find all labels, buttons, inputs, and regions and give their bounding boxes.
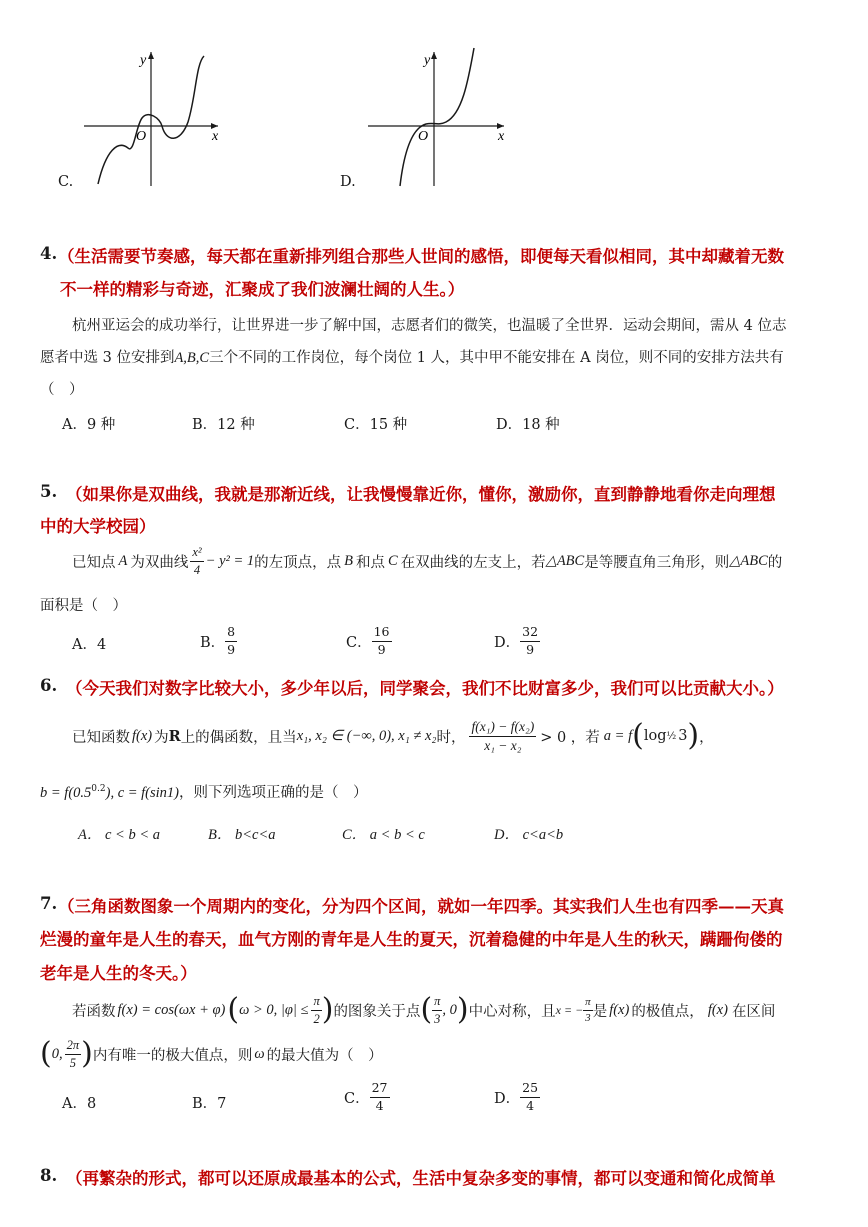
q5-option-c[interactable]: C． $\frac{16}{9}$ [346, 624, 390, 657]
q5-option-a[interactable]: A．4 [72, 637, 107, 653]
q5-body-line1: 已知点 A 为双曲线 $\frac{\text{x²}}{4}$ − y² = 1 的左顶点，点 B 和点 C 在双曲线的左支上，若 △ABC 是等腰直角三角形，则 △ABC 的 [72, 545, 783, 577]
q5-number: 5. [40, 482, 58, 501]
q8-quote: （再繁杂的形式，都可以还原成最基本的公式，生活中复杂多变的事情，都可以变通和简化成简单 [66, 1169, 776, 1188]
q7-quote-line2: 烂漫的童年是人生的春天，血气方刚的青年是人生的夏天，沉着稳健的中年是人生的秋天，蹒跚佝偻的 [40, 930, 783, 949]
q7-quote-line3: 老年是人生的冬天。） [40, 964, 197, 983]
q4-option-d[interactable]: D．18 种 [496, 417, 560, 433]
q4-quote-line1: （生活需要节奏感，每天都在重新排列组合那些人世间的感悟，即便每天看似相同，其中却藏着无数 [58, 247, 784, 266]
graph-c-label: C. [58, 174, 74, 190]
q6-quote: （今天我们对数字比较大小，多少年以后，同学聚会，我们不比财富多少，我们可以比贡献大小。） [66, 679, 784, 698]
q6-option-a[interactable]: A． c < b < a [78, 827, 160, 843]
q6-body-line2: $b = f(0.5^{0.2})$, c = f(sin1)，则下列选项正确的是（ ） [40, 784, 368, 801]
graph-c-origin-label: O [136, 129, 147, 144]
q6-option-c[interactable]: C． a < b < c [342, 827, 425, 843]
graph-d-y-label: y [424, 53, 431, 68]
graph-d-x-label: x [498, 129, 505, 144]
graph-d-origin-label: O [418, 129, 429, 144]
graph-d-curve [400, 48, 474, 186]
graph-c [80, 42, 230, 190]
q7-number: 7. [40, 894, 58, 913]
q7-body-line2: ( 0, $\frac{2\pi}{5}$ ) 内有唯一的极大值点，则 ω 的最大值为（ ） [40, 1036, 383, 1071]
q6-option-b[interactable]: B． b<c<a [208, 827, 276, 843]
q7-option-d[interactable]: D． $\frac{25}{4}$ [494, 1080, 539, 1113]
q4-option-a[interactable]: A．9 种 [62, 417, 116, 433]
q6-body-line1: 已知函数 f(x) 为 R 上的偶函数，且当 x₁, x₂ ∈ (−∞, 0), x₁ ≠ x₂ 时， $\frac{\text{f(x₁) − f(x₂)}}{\text{x₁ − x₂}}$ > 0 ，若 a = f ( log ½ 3 ) ， [72, 718, 714, 753]
q4-body-line3: （ ） [40, 382, 84, 398]
q7-option-b[interactable]: B．7 [192, 1096, 227, 1112]
graph-d [364, 42, 514, 190]
q6-option-d[interactable]: D． c<a<b [494, 827, 564, 843]
q4-quote-line2: 不一样的精彩与奇迹，汇聚成了我们波澜壮阔的人生。） [60, 280, 465, 299]
q5-quote-line1: （如果你是双曲线，我就是那渐近线，让我慢慢靠近你，懂你，激励你，直到静静地看你走向理想 [66, 485, 776, 504]
q4-body-line1: 杭州亚运会的成功举行，让世界进一步了解中国，志愿者们的微笑，也温暖了全世界．运动会期间，需从 4 位志 [72, 318, 787, 334]
graph-c-x-label: x [212, 129, 219, 144]
q7-option-c[interactable]: C． $\frac{27}{4}$ [344, 1080, 388, 1113]
q6-number: 6. [40, 676, 58, 695]
q5-body-line2: 面积是（ ） [40, 598, 127, 614]
q5-option-b[interactable]: B． $\frac{8}{9}$ [200, 624, 236, 657]
graph-c-y-label: y [140, 53, 147, 68]
graph-d-label: D. [340, 174, 356, 190]
q5-option-d[interactable]: D． $\frac{32}{9}$ [494, 624, 539, 657]
graph-d-y-arrow [431, 52, 437, 59]
q4-option-b[interactable]: B．12 种 [192, 417, 255, 433]
q4-body-line2: 愿者中选 3 位安排到A,B,C三个不同的工作岗位，每个岗位 1 人，其中甲不能安排在 A 岗位，则不同的安排方法共有 [40, 350, 784, 366]
q4-number: 4. [40, 244, 58, 263]
q4-option-c[interactable]: C．15 种 [344, 417, 408, 433]
q8-number: 8. [40, 1166, 58, 1185]
q7-body-line1: 若函数 f(x) = cos(ωx + φ) ( ω > 0, |φ| ≤ $\frac{\pi}{2}$ ) 的图象关于点 ( $\frac{\pi}{3}$ , 0 ) 中心对称，且 x = − $\frac{\pi}{3}$ 是 f(x) 的极值点， f(x) 在区间 [72, 992, 776, 1027]
q7-option-a[interactable]: A．8 [62, 1096, 97, 1112]
q7-quote-line1: （三角函数图象一个周期内的变化，分为四个区间，就如一年四季。其实我们人生也有四季——天真 [58, 897, 784, 916]
graph-c-y-arrow [148, 52, 154, 59]
q5-quote-line2: 中的大学校园） [40, 517, 156, 536]
